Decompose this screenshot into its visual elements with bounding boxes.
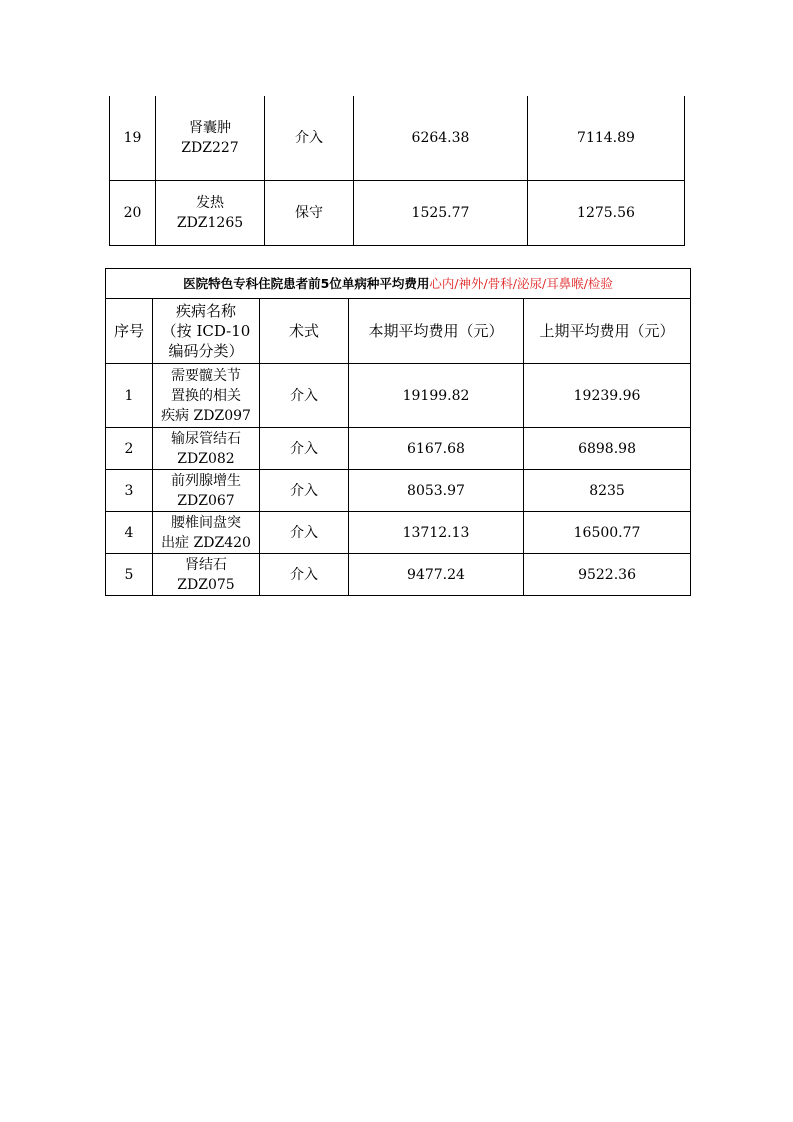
table-title: 医院特色专科住院患者前5位单病种平均费用心内/神外/骨科/泌尿/耳鼻喉/检验 — [106, 269, 691, 299]
header-previous-cost: 上期平均费用（元） — [524, 299, 691, 364]
previous-average-cost: 6898.98 — [524, 428, 691, 470]
header-current-cost: 本期平均费用（元） — [349, 299, 524, 364]
current-average-cost: 13712.13 — [349, 512, 524, 554]
current-average-cost: 6167.68 — [349, 428, 524, 470]
previous-average-cost: 8235 — [524, 470, 691, 512]
row-number: 2 — [106, 428, 153, 470]
procedure-type: 介入 — [260, 512, 349, 554]
top-continuation-table — [109, 96, 685, 246]
previous-average-cost: 9522.36 — [524, 554, 691, 596]
specialty-cost-table — [105, 268, 691, 596]
row-number: 5 — [106, 554, 153, 596]
disease-name: 前列腺增生 ZDZ067 — [153, 470, 260, 512]
table-row — [110, 181, 685, 246]
disease-name: 肾囊肿 ZDZ227 — [156, 96, 265, 181]
row-number: 20 — [110, 181, 156, 246]
department-list: 心内/神外/骨科/泌尿/耳鼻喉/检验 — [429, 275, 613, 291]
table-row — [106, 428, 691, 470]
header-disease-name: 疾病名称 （按 ICD-10 编码分类） — [153, 299, 260, 364]
table-row — [106, 364, 691, 428]
disease-name: 腰椎间盘突 出症 ZDZ420 — [153, 512, 260, 554]
current-average-cost: 8053.97 — [349, 470, 524, 512]
procedure-type: 介入 — [260, 428, 349, 470]
previous-average-cost: 1275.56 — [528, 181, 685, 246]
header-row — [106, 299, 691, 364]
table-row — [106, 470, 691, 512]
row-number: 4 — [106, 512, 153, 554]
table-row — [110, 96, 685, 181]
current-average-cost: 19199.82 — [349, 364, 524, 428]
table-title-row — [106, 269, 691, 299]
current-average-cost: 9477.24 — [349, 554, 524, 596]
procedure-type: 介入 — [260, 364, 349, 428]
disease-name: 发热 ZDZ1265 — [156, 181, 265, 246]
previous-average-cost: 7114.89 — [528, 96, 685, 181]
procedure-type: 介入 — [260, 470, 349, 512]
header-procedure: 术式 — [260, 299, 349, 364]
disease-name: 需要髋关节 置换的相关 疾病 ZDZ097 — [153, 364, 260, 428]
table-row — [106, 554, 691, 596]
procedure-type: 介入 — [265, 96, 354, 181]
previous-average-cost: 16500.77 — [524, 512, 691, 554]
header-no: 序号 — [106, 299, 153, 364]
table-row — [106, 512, 691, 554]
current-average-cost: 1525.77 — [354, 181, 528, 246]
procedure-type: 保守 — [265, 181, 354, 246]
procedure-type: 介入 — [260, 554, 349, 596]
row-number: 1 — [106, 364, 153, 428]
current-average-cost: 6264.38 — [354, 96, 528, 181]
disease-name: 肾结石 ZDZ075 — [153, 554, 260, 596]
disease-name: 输尿管结石 ZDZ082 — [153, 428, 260, 470]
row-number: 3 — [106, 470, 153, 512]
row-number: 19 — [110, 96, 156, 181]
previous-average-cost: 19239.96 — [524, 364, 691, 428]
